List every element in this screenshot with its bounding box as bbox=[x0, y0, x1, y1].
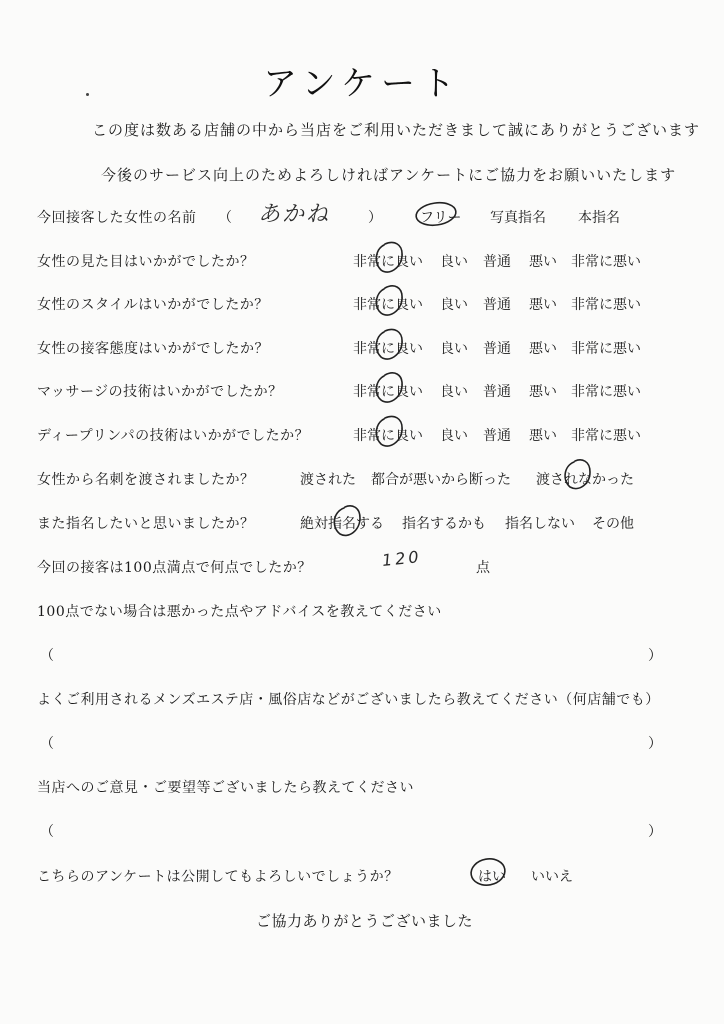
option-free[interactable]: フリー bbox=[420, 210, 462, 226]
score-value[interactable]: 120 bbox=[381, 546, 423, 571]
option-no[interactable]: 指名しない bbox=[505, 516, 575, 532]
other-shops-open-paren: （ bbox=[40, 736, 55, 752]
question-deep-lymph: ディープリンパの技術はいかがでしたか？ bbox=[37, 428, 310, 444]
option-good[interactable]: 良い bbox=[440, 428, 468, 444]
option-very-bad[interactable]: 非常に悪い bbox=[571, 428, 641, 444]
question-other-shops: よくご利用されるメンズエステ店・風俗店などがございましたら教えてください（何店舗でも） bbox=[37, 692, 660, 708]
option-very-good[interactable]: 非常に良い bbox=[353, 428, 423, 444]
option-bad[interactable]: 悪い bbox=[529, 341, 557, 357]
opinions-answer-field[interactable] bbox=[56, 816, 641, 840]
option-other[interactable]: その他 bbox=[592, 516, 634, 532]
advice-open-paren: （ bbox=[40, 648, 55, 664]
option-good[interactable]: 良い bbox=[440, 384, 468, 400]
question-publish: こちらのアンケートは公開してもよろしいでしょうか？ bbox=[37, 869, 399, 885]
option-average[interactable]: 普通 bbox=[483, 428, 511, 444]
question-style: 女性のスタイルはいかがでしたか？ bbox=[37, 297, 269, 313]
question-business-card: 女性から名刺を渡されましたか？ bbox=[37, 472, 255, 488]
option-bad[interactable]: 悪い bbox=[529, 254, 557, 270]
page-title: アンケート bbox=[263, 64, 461, 104]
other-shops-close-paren: ） bbox=[648, 736, 663, 752]
option-bad[interactable]: 悪い bbox=[529, 297, 557, 313]
name-value[interactable]: あかね bbox=[258, 202, 331, 227]
option-card-declined[interactable]: 都合が悪いから断った bbox=[371, 472, 511, 488]
option-very-good[interactable]: 非常に良い bbox=[353, 297, 423, 313]
advice-answer-field[interactable] bbox=[56, 640, 641, 664]
option-no-publish[interactable]: いいえ bbox=[531, 869, 573, 885]
option-good[interactable]: 良い bbox=[440, 254, 468, 270]
option-good[interactable]: 良い bbox=[440, 297, 468, 313]
question-attitude: 女性の接客態度はいかがでしたか？ bbox=[37, 341, 269, 357]
question-repeat: また指名したいと思いましたか？ bbox=[37, 516, 255, 532]
name-open-paren: （ bbox=[218, 210, 233, 226]
question-score: 今回の接客は100点満点で何点でしたか？ bbox=[37, 560, 312, 576]
option-card-received[interactable]: 渡された bbox=[300, 472, 356, 488]
opinions-close-paren: ） bbox=[648, 824, 663, 840]
advice-close-paren: ） bbox=[648, 648, 663, 664]
question-opinions: 当店へのご意見・ご要望等ございましたら教えてください bbox=[37, 780, 414, 796]
option-bad[interactable]: 悪い bbox=[529, 428, 557, 444]
option-photo-nomination[interactable]: 写真指名 bbox=[490, 210, 546, 226]
option-very-good[interactable]: 非常に良い bbox=[353, 341, 423, 357]
option-good[interactable]: 良い bbox=[440, 341, 468, 357]
option-definitely[interactable]: 絶対指名する bbox=[300, 516, 384, 532]
option-average[interactable]: 普通 bbox=[483, 254, 511, 270]
option-very-bad[interactable]: 非常に悪い bbox=[571, 341, 641, 357]
option-maybe[interactable]: 指名するかも bbox=[402, 516, 486, 532]
option-very-good[interactable]: 非常に良い bbox=[353, 384, 423, 400]
intro-line-1: この度は数ある店舗の中から当店をご利用いただきまして誠にありがとうございます bbox=[92, 121, 701, 139]
question-massage: マッサージの技術はいかがでしたか？ bbox=[37, 384, 283, 400]
name-label: 今回接客した女性の名前 bbox=[37, 210, 197, 226]
closing-message: ご協力ありがとうございました bbox=[256, 912, 474, 930]
score-unit: 点 bbox=[476, 560, 491, 576]
intro-line-2: 今後のサービス向上のためよろしければアンケートにご協力をお願いいたします bbox=[101, 166, 677, 184]
option-very-bad[interactable]: 非常に悪い bbox=[571, 297, 641, 313]
option-very-bad[interactable]: 非常に悪い bbox=[571, 254, 641, 270]
option-yes[interactable]: はい bbox=[478, 869, 506, 885]
option-very-good[interactable]: 非常に良い bbox=[353, 254, 423, 270]
other-shops-answer-field[interactable] bbox=[56, 728, 641, 752]
option-average[interactable]: 普通 bbox=[483, 297, 511, 313]
option-bad[interactable]: 悪い bbox=[529, 384, 557, 400]
opinions-open-paren: （ bbox=[40, 824, 55, 840]
option-card-not-received[interactable]: 渡されなかった bbox=[536, 472, 634, 488]
option-main-nomination[interactable]: 本指名 bbox=[578, 210, 620, 226]
speck bbox=[86, 93, 89, 96]
name-close-paren: ） bbox=[368, 210, 383, 226]
question-appearance: 女性の見た目はいかがでしたか？ bbox=[37, 254, 255, 270]
option-average[interactable]: 普通 bbox=[483, 341, 511, 357]
option-very-bad[interactable]: 非常に悪い bbox=[571, 384, 641, 400]
question-advice: 100点でない場合は悪かった点やアドバイスを教えてください bbox=[37, 604, 442, 620]
option-average[interactable]: 普通 bbox=[483, 384, 511, 400]
